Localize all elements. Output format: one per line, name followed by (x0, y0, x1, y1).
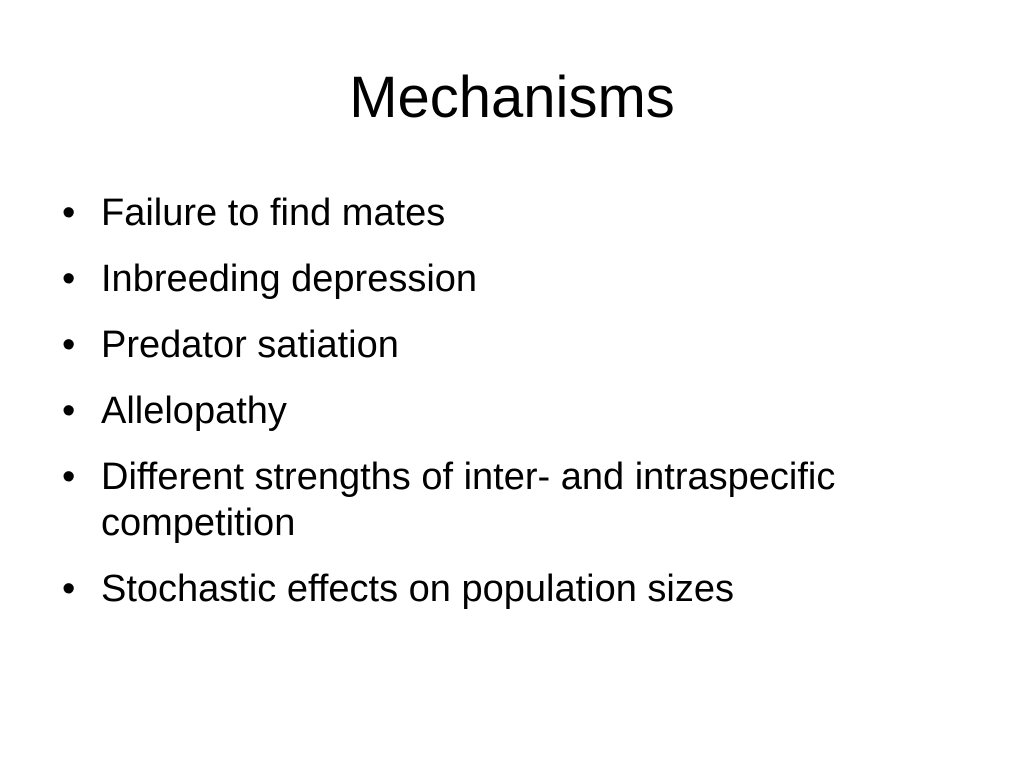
bullet-text: Failure to find mates (101, 192, 446, 234)
list-item (62, 256, 962, 302)
list-item (62, 322, 962, 368)
bullet-dot-icon: • (62, 456, 76, 498)
bullet-dot-icon: • (62, 258, 76, 300)
bullet-dot-icon: • (62, 390, 76, 432)
bullet-list (62, 190, 962, 632)
bullet-dot-icon: • (62, 324, 76, 366)
bullet-dot-icon: • (62, 568, 76, 610)
list-item (62, 566, 962, 612)
bullet-dot-icon: • (62, 192, 76, 234)
bullet-text: Inbreeding depression (101, 258, 478, 300)
list-item (62, 454, 962, 546)
bullet-text: Stochastic effects on population sizes (101, 568, 735, 610)
bullet-text: Predator satiation (101, 324, 399, 366)
list-item (62, 190, 962, 236)
bullet-text: Different strengths of inter- and intraspecific competition (101, 456, 836, 544)
list-item (62, 388, 962, 434)
slide-title: Mechanisms (349, 65, 675, 130)
bullet-text: Allelopathy (101, 390, 287, 432)
